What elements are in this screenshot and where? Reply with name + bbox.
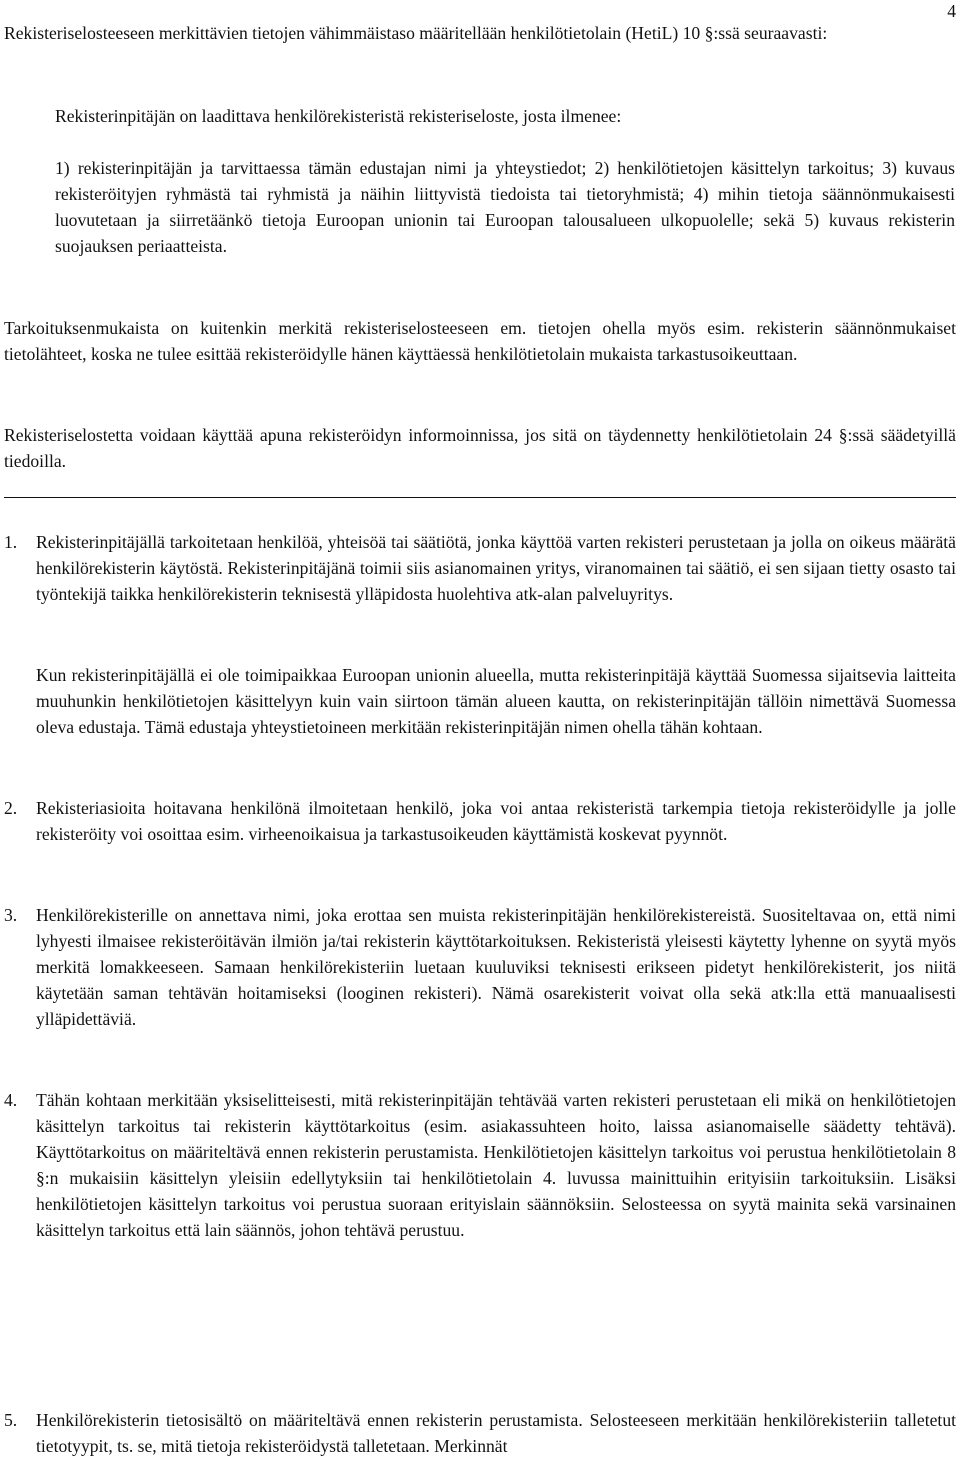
note-number: 3. bbox=[4, 905, 18, 925]
note-number: 2. bbox=[4, 798, 18, 818]
note-number: 5. bbox=[4, 1410, 18, 1430]
note-text: Henkilörekisterin tietosisältö on määriteltävä ennen rekisterin perustamista. Selosteeseen merkitään henkilörekisteriin talletetut tietotyypit, ts. se, mitä tietoja rekisteröidystä talletetaan. Merkinnät bbox=[36, 1410, 956, 1456]
footnote-divider bbox=[4, 497, 956, 498]
page-number: 4 bbox=[947, 1, 956, 21]
quote-lead: Rekisterinpitäjän on laadittava henkilörekisteristä rekisteriseloste, josta ilmenee: bbox=[55, 106, 622, 126]
paragraph-rekisteriselostetta: Rekisteriselostetta voidaan käyttää apuna rekisteröidyn informoinnissa, jos sitä on täydennetty henkilötietolain 24 §:ssä säädetyillä tiedoilla. bbox=[4, 425, 956, 471]
note-number: 1. bbox=[4, 532, 18, 552]
note-text: Tähän kohtaan merkitään yksiselitteisesti, mitä rekisterinpitäjän tehtävää varten rekisteri perustetaan eli mikä on henkilötietojen käsittelyn tarkoitus tai rekisterin käyttötarkoitus (esim. asiakassuhteen hoito, laissa asianomaiselle säädetty tehtävä). Käyttötarkoitus on määriteltävä ennen rekisterin perustamista. Henkilötietojen käsittelyn tarkoitus voi perustua henkilötietolain 8 §:n mukaisiin käsittelyn yleisiin edellytyksiin tai henkilötietolain 4. luvussa mainittuihin erityisiin tarkoituksiin. Lisäksi henkilötietojen käsittelyn tarkoitus voi perustua suoraan erityislain säännöksiin. Selosteessa on syytä mainita sekä varsinainen käsittelyn tarkoitus että lain säännös, johon tehtävä perustuu. bbox=[36, 1090, 956, 1240]
note-text: Henkilörekisterille on annettava nimi, joka erottaa sen muista rekisterinpitäjän henkilörekistereistä. Suositeltavaa on, että nimi lyhyesti ilmaisee rekisteröitävän ilmiön ja/tai rekisterin käyttötarkoituksen. Rekisteristä yleisesti käytetty lyhenne on syytä myös merkitä lomakkeeseen. Samaan henkilörekisteriin luetaan kuuluviksi teknisesti erikseen pidetyt henkilörekisterit, jos niitä käytetään saman tehtävän hoitamiseksi (looginen rekisteri). Nämä osarekisterit voivat olla sekä atk:lla että manuaalisesti ylläpidettäviä. bbox=[36, 905, 956, 1029]
paragraph-tarkoituksenmukaista: Tarkoituksenmukaista on kuitenkin merkitä rekisteriselosteeseen em. tietojen ohella myös esim. rekisterin säännönmukaiset tietolähteet, koska ne tulee esittää rekisteröidylle hänen käyttäessä henkilötietolain mukaista tarkastusoikeuttaan. bbox=[4, 318, 956, 364]
intro-paragraph: Rekisteriselosteeseen merkittävien tietojen vähimmäistaso määritellään henkilötietolain (HetiL) 10 §:ssä seuraavasti: bbox=[4, 23, 828, 43]
note-text: Rekisteriasioita hoitavana henkilönä ilmoitetaan henkilö, joka voi antaa rekisteristä tarkempia tietoja rekisteröidylle ja jolle rekisteröity voi osoittaa esim. virheenoikaisua ja tarkastusoikeuden käyttämistä koskevat pyynnöt. bbox=[36, 798, 956, 844]
quote-body: 1) rekisterinpitäjän ja tarvittaessa tämän edustajan nimi ja yhteystiedot; 2) henkilötietojen käsittelyn tarkoitus; 3) kuvaus rekisteröityjen ryhmästä tai ryhmistä ja näihin liittyvistä tiedoista tai tietoryhmistä; 4) mihin tietoja säännönmukaisesti luovutetaan ja siirretäänkö tietoja Euroopan unionin tai Euroopan talousalueen ulkopuolelle; sekä 5) kuvaus rekisterin suojauksen periaatteista. bbox=[55, 158, 955, 256]
note-number: 4. bbox=[4, 1090, 18, 1110]
note-1-extra: Kun rekisterinpitäjällä ei ole toimipaikkaa Euroopan unionin alueella, mutta rekisterinpitäjä käyttää Suomessa sijaitsevia laitteita muuhunkin henkilötietojen käsittelyyn kuin vain siirtoon tämän alueen kautta, on rekisterinpitäjän tällöin nimettävä Suomessa oleva edustaja. Tämä edustaja yhteystietoineen merkitään rekisterinpitäjän nimen ohella tähän kohtaan. bbox=[36, 665, 956, 737]
note-text: Rekisterinpitäjällä tarkoitetaan henkilöä, yhteisöä tai säätiötä, jonka käyttöä varten rekisteri perustetaan ja jolla on oikeus määrätä henkilörekisterin käytöstä. Rekisterinpitäjänä toimii siis asianomainen yritys, viranomainen tai säätiö, ei sen sijaan tietty osasto tai työntekijä taikka henkilörekisterin teknisestä ylläpidosta huolehtiva atk-alan palveluyritys. bbox=[36, 532, 956, 604]
